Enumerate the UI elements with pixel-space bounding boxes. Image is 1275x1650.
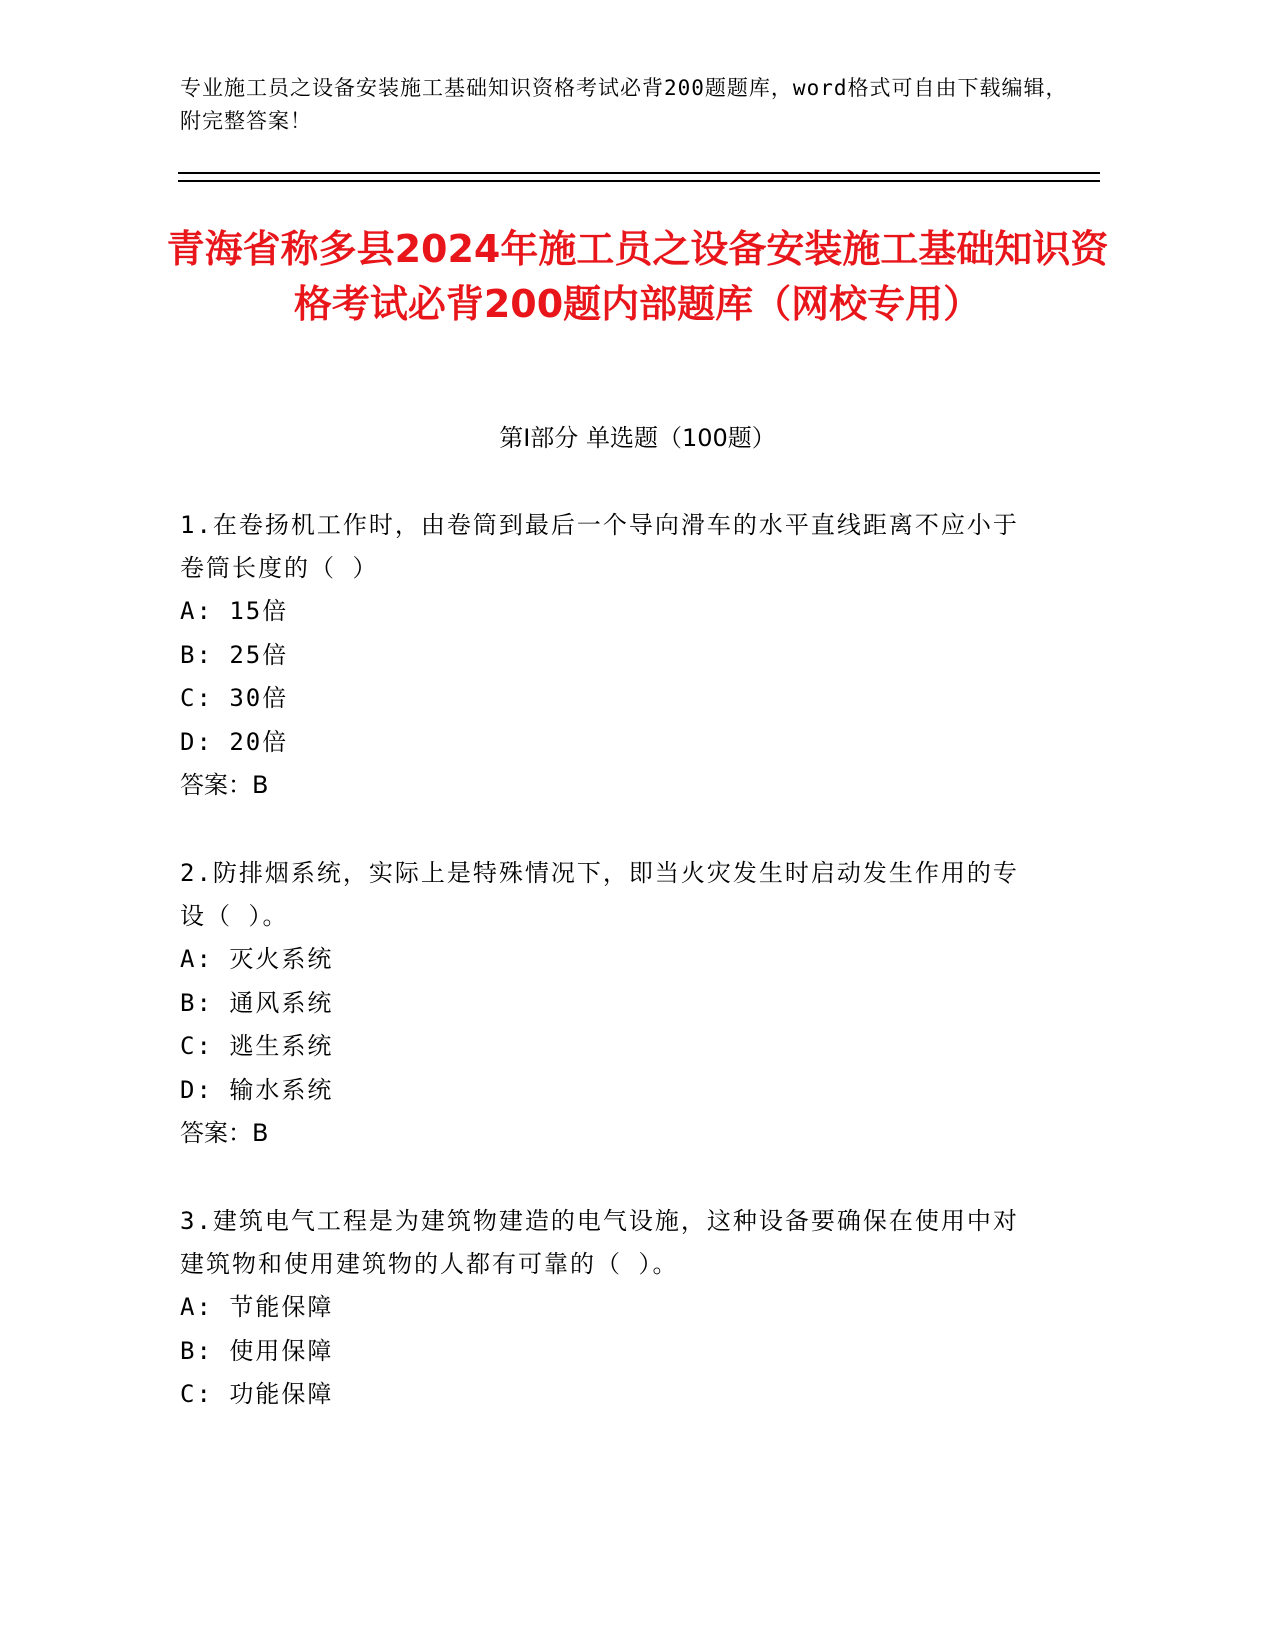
question-stem: 3.建筑电气工程是为建筑物建造的电气设施，这种设备要确保在使用中对建筑物和使用建筑物的人都有可靠的（ ）。 (180, 1207, 1019, 1278)
option-b: B: 使用保障 (180, 1336, 334, 1365)
option-a: A: 灭火系统 (180, 945, 334, 973)
question-stem: 2.防排烟系统，实际上是特殊情况下，即当火灾发生时启动发生作用的专设（ ）。 (180, 859, 1019, 930)
document-title: 青海省称多县2024年施工员之设备安装施工基础知识资格考试必背200题内部题库（网校专用） (166, 227, 1109, 326)
header-note: 专业施工员之设备安装施工基础知识资格考试必背200题题库，word格式可自由下载编辑，附完整答案！ (180, 76, 1068, 133)
option-d: D: 20倍 (180, 727, 289, 756)
question-2 (180, 852, 1030, 1156)
option-d: D: 输水系统 (180, 1075, 334, 1104)
header-rule-bottom (178, 180, 1100, 182)
option-c: C: 功能保障 (180, 1380, 334, 1408)
option-b: B: 25倍 (180, 640, 289, 669)
question-3 (180, 1200, 1030, 1417)
question-1 (180, 504, 1030, 808)
option-a: A: 15倍 (180, 597, 289, 625)
answer: 答案：B (180, 1119, 269, 1147)
question-stem: 1.在卷扬机工作时，由卷筒到最后一个导向滑车的水平直线距离不应小于卷筒长度的（ ） (180, 511, 1019, 582)
option-b: B: 通风系统 (180, 988, 334, 1017)
section-heading: 第I部分 单选题（100题） (499, 424, 776, 452)
option-c: C: 30倍 (180, 684, 289, 712)
option-a: A: 节能保障 (180, 1293, 334, 1321)
answer: 答案：B (180, 771, 269, 799)
header-rule-top (178, 172, 1100, 174)
option-c: C: 逃生系统 (180, 1032, 334, 1060)
